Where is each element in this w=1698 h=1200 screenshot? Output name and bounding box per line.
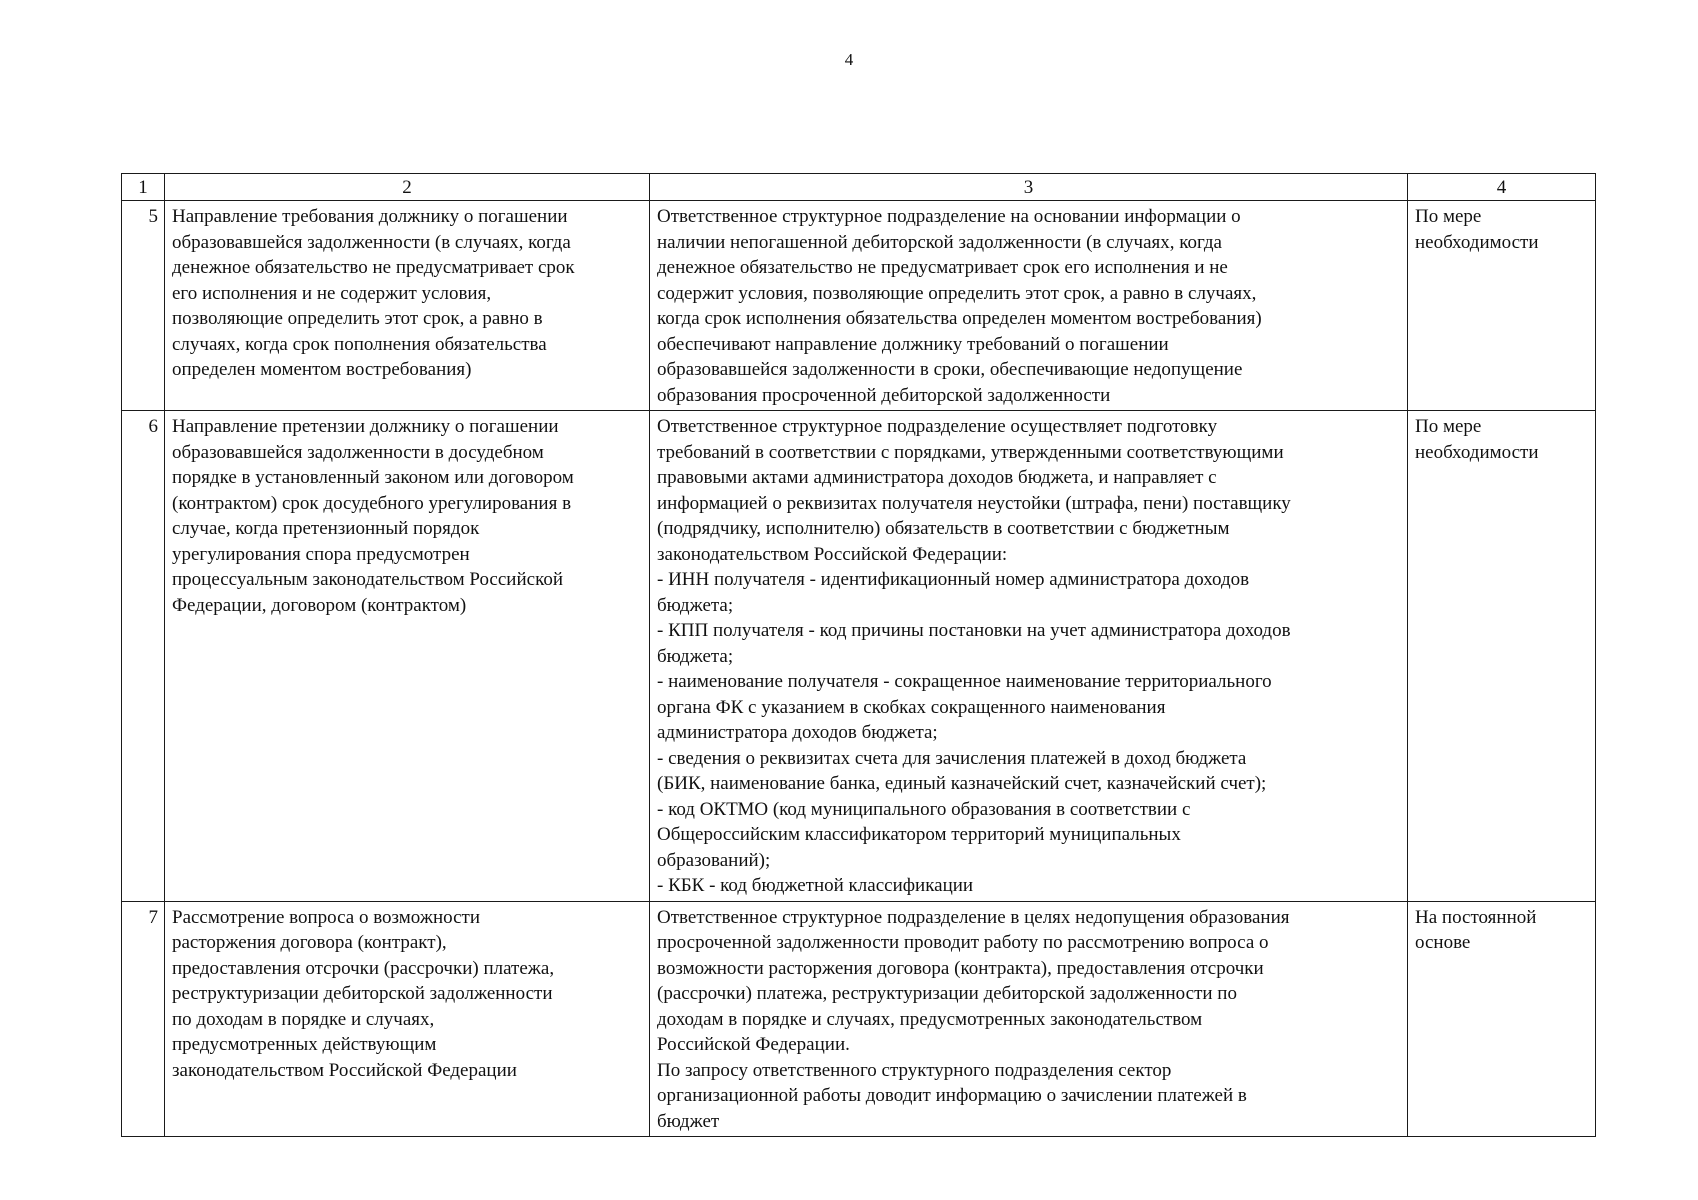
measures-table — [121, 173, 1596, 1137]
description-cell-line: Ответственное структурное подразделение на основании информации о — [657, 206, 1241, 227]
description-cell-line: правовыми актами администратора доходов бюджета, и направляет с — [657, 467, 1217, 488]
action-cell — [165, 201, 650, 411]
action-cell-line: процессуальным законодательством Российской — [172, 569, 564, 590]
header-col-4: 4 — [1408, 174, 1596, 201]
description-cell-line: информацией о реквизитах получателя неустойки (штрафа, пени) поставщику — [657, 492, 1291, 514]
description-cell-line: - сведения о реквизитах счета для зачисления платежей в доход бюджета — [657, 747, 1247, 769]
term-cell-line: На постоянной — [1415, 906, 1537, 928]
row-number: 6 — [122, 411, 165, 902]
description-cell-line: возможности расторжения договора (контракта), предоставления отсрочки — [657, 957, 1264, 979]
description-cell-line: Российской Федерации. — [657, 1034, 850, 1055]
action-cell-line: Федерации, договором (контрактом) — [172, 594, 467, 616]
description-cell-line: бюджета; — [657, 594, 734, 616]
description-cell-line: доходам в порядке и случаях, предусмотренных законодательством — [657, 1008, 1203, 1030]
description-cell-line: - ИНН получателя - идентификационный номер администратора доходов — [657, 569, 1250, 590]
action-cell-line: по доходам в порядке и случаях, — [172, 1008, 435, 1030]
term-cell — [1408, 901, 1596, 1137]
description-cell-line: образования просроченной дебиторской задолженности — [657, 384, 1111, 406]
description-cell-line: обеспечивают направление должнику требований о погашении — [657, 333, 1169, 355]
action-cell-line: (контрактом) срок досудебного урегулирования в — [172, 492, 572, 514]
action-cell-line: позволяющие определить этот срок, а равно в — [172, 308, 543, 329]
table-row — [122, 201, 1596, 411]
term-cell-line: По мере — [1415, 206, 1482, 227]
action-cell — [165, 901, 650, 1137]
term-cell-line: основе — [1415, 932, 1471, 953]
action-cell-line: расторжения договора (контракт), — [172, 932, 447, 953]
description-cell-line: Общероссийским классификатором территорий муниципальных — [657, 824, 1181, 845]
action-cell-line: его исполнения и не содержит условия, — [172, 282, 492, 304]
row-number: 7 — [122, 901, 165, 1137]
action-cell-line: денежное обязательство не предусматривает срок — [172, 257, 575, 278]
description-cell-line: администратора доходов бюджета; — [657, 722, 938, 743]
description-cell-line: законодательством Российской Федерации: — [657, 543, 1008, 565]
term-cell — [1408, 201, 1596, 411]
action-cell-line: реструктуризации дебиторской задолженности — [172, 983, 553, 1004]
table-row — [122, 901, 1596, 1137]
action-cell-line: образовавшейся задолженности (в случаях, когда — [172, 231, 571, 253]
page-number: 4 — [844, 50, 854, 69]
description-cell — [650, 201, 1408, 411]
description-cell-line: органа ФК с указанием в скобках сокращенного наименования — [657, 696, 1166, 718]
action-cell-line: определен моментом востребования) — [172, 359, 472, 380]
description-cell-line: Ответственное структурное подразделение в целях недопущения образования — [657, 906, 1290, 928]
action-cell-line: Направление претензии должнику о погашении — [172, 416, 559, 437]
description-cell-line: - КБК - код бюджетной классификации — [657, 875, 974, 896]
description-cell-line: (БИК, наименование банка, единый казначейский счет, казначейский счет); — [657, 773, 1267, 794]
description-cell-line: когда срок исполнения обязательства определен моментом востребования) — [657, 308, 1262, 329]
action-cell — [165, 411, 650, 902]
description-cell-line: наличии непогашенной дебиторской задолженности (в случаях, когда — [657, 231, 1222, 253]
description-cell-line: (подрядчику, исполнителю) обязательств в соответствии с бюджетным — [657, 518, 1230, 539]
action-cell-line: предоставления отсрочки (рассрочки) платежа, — [172, 957, 555, 979]
description-cell-line: денежное обязательство не предусматривает срок его исполнения и не — [657, 257, 1228, 278]
description-cell-line: - наименование получателя - сокращенное наименование территориального — [657, 671, 1272, 692]
description-cell-line: содержит условия, позволяющие определить этот срок, а равно в случаях, — [657, 282, 1257, 304]
action-cell-line: законодательством Российской Федерации — [172, 1059, 517, 1081]
description-cell-line: образований); — [657, 849, 771, 871]
description-cell-line: организационной работы доводит информацию о зачислении платежей в — [657, 1085, 1247, 1106]
description-cell-line: образовавшейся задолженности в сроки, обеспечивающие недопущение — [657, 359, 1243, 380]
action-cell-line: образовавшейся задолженности в досудебном — [172, 441, 544, 463]
description-cell-line: бюджета; — [657, 645, 734, 667]
description-cell-line: По запросу ответственного структурного подразделения сектор — [657, 1059, 1172, 1081]
action-cell-line: Направление требования должнику о погашении — [172, 206, 568, 227]
action-cell-line: урегулирования спора предусмотрен — [172, 543, 470, 565]
description-cell-line: просроченной задолженности проводит работу по рассмотрению вопроса о — [657, 932, 1269, 953]
action-cell-line: случае, когда претензионный порядок — [172, 518, 480, 539]
table-row — [122, 411, 1596, 902]
action-cell-line: порядке в установленный законом или договором — [172, 467, 574, 488]
action-cell-line: Рассмотрение вопроса о возможности — [172, 906, 481, 928]
action-cell-line: предусмотренных действующим — [172, 1034, 437, 1055]
term-cell-line: По мере — [1415, 416, 1482, 437]
row-number: 5 — [122, 201, 165, 411]
description-cell-line: (рассрочки) платежа, реструктуризации дебиторской задолженности по — [657, 983, 1237, 1004]
term-cell-line: необходимости — [1415, 441, 1539, 463]
description-cell-line: - КПП получателя - код причины постановки на учет администратора доходов — [657, 620, 1291, 641]
header-col-3: 3 — [650, 174, 1408, 201]
header-col-2: 2 — [165, 174, 650, 201]
description-cell — [650, 901, 1408, 1137]
table-header-row — [122, 174, 1596, 201]
description-cell — [650, 411, 1408, 902]
term-cell-line: необходимости — [1415, 231, 1539, 253]
description-cell-line: бюджет — [657, 1110, 720, 1132]
description-cell-line: - код ОКТМО (код муниципального образования в соответствии с — [657, 798, 1191, 820]
description-cell-line: Ответственное структурное подразделение осуществляет подготовку — [657, 416, 1218, 437]
action-cell-line: случаях, когда срок пополнения обязательства — [172, 333, 547, 355]
header-col-1: 1 — [122, 174, 165, 201]
term-cell — [1408, 411, 1596, 902]
description-cell-line: требований в соответствии с порядками, утвержденными соответствующими — [657, 441, 1284, 463]
